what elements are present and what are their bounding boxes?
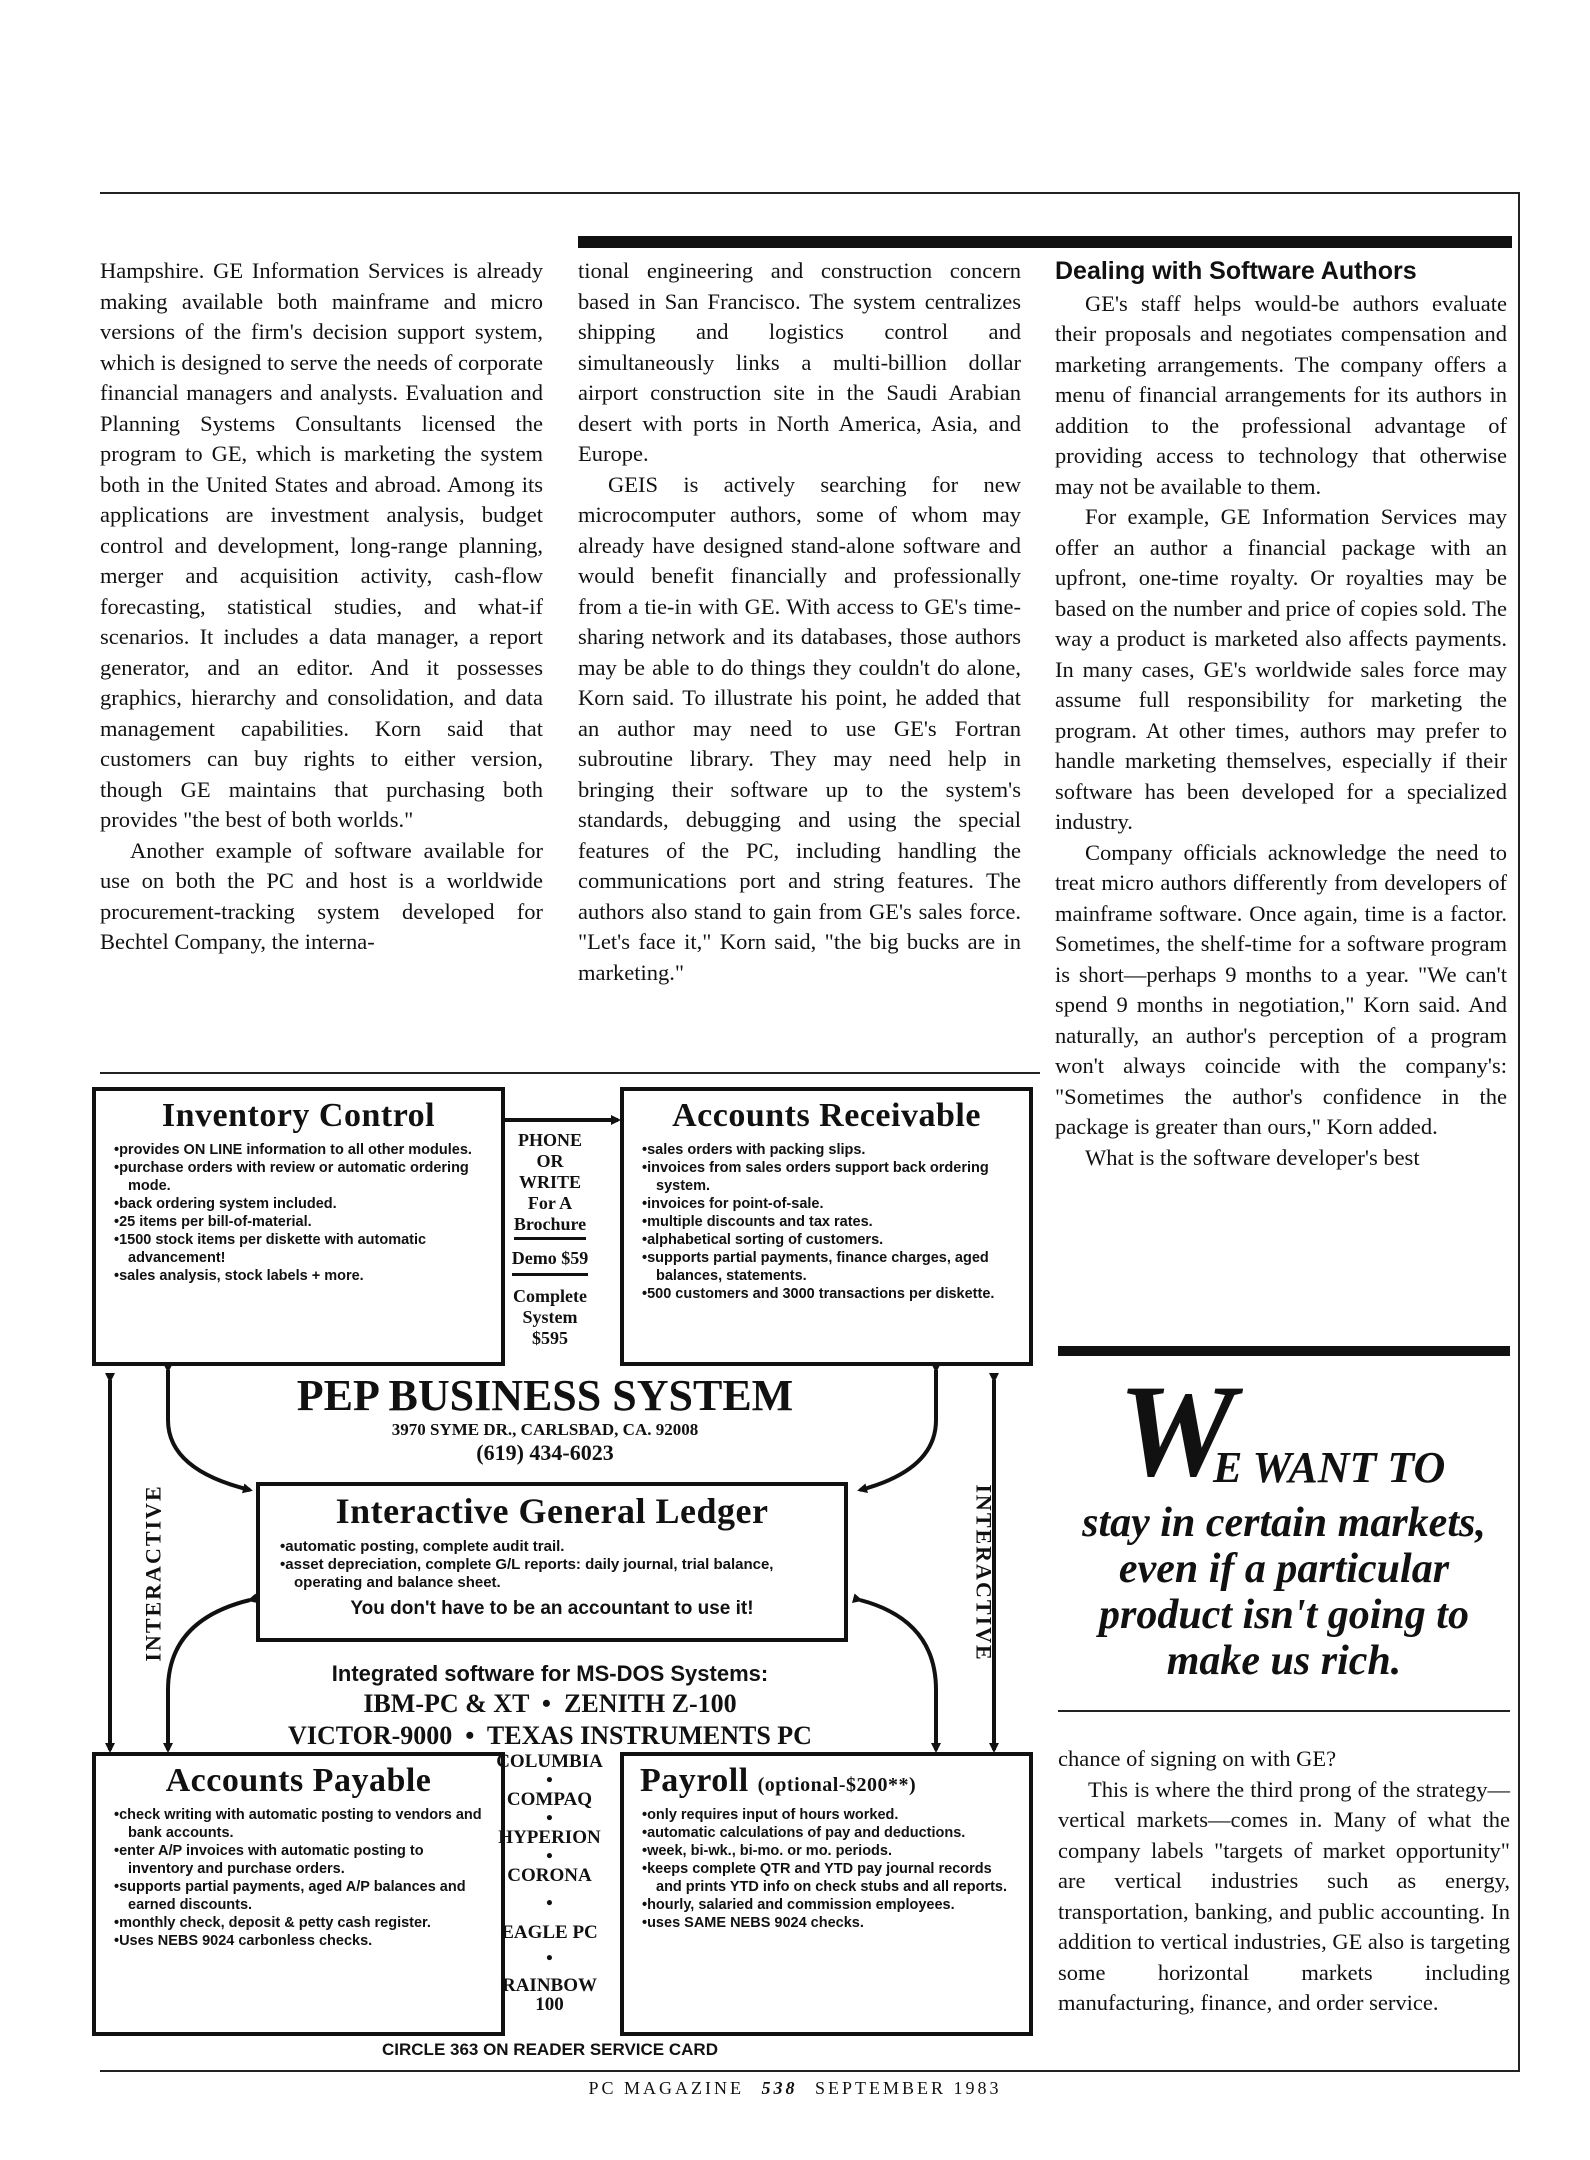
payroll-box (620, 1752, 1033, 2036)
payroll-title: Payroll (640, 1762, 749, 1799)
compat-sep: • (546, 1948, 553, 1969)
list-item: • week, bi-wk., bi-mo. or mo. periods. (656, 1842, 1019, 1860)
phone-block (495, 1130, 605, 1349)
paragraph: What is the software developer's best (1085, 1144, 1420, 1170)
paragraph: tional engineering and construction concern based in San Francisco. The system centralizes shipping and logistics control and simultaneously links a multi-billion dollar airport construction site in the Saudi Arabian desert with ports in North America, Asia, and Europe. (578, 258, 1021, 466)
list-item: • provides ON LINE information to all other modules. (128, 1141, 491, 1159)
paragraph: GE's staff helps would-be authors evaluate their proposals and negotiates compensation and marketing arrangements. The company offers a menu of financial arrangements for its authors in addition to the professional advantage of providing access to technology that otherwise may not be available to them. (1055, 290, 1507, 499)
list-item: • supports partial payments, finance charges, aged balances, statements. (656, 1249, 1019, 1285)
list-item: • keeps complete QTR and YTD pay journal records and prints YTD info on check stubs and all reports. (656, 1860, 1019, 1896)
company-name: PEP BUSINESS SYSTEM (296, 1371, 794, 1420)
pullquote-line: even if a particular (1118, 1546, 1450, 1592)
phone-line: For A (527, 1193, 573, 1213)
compat-item: COMPAQ (506, 1789, 593, 1810)
list-item: • automatic calculations of pay and deductions. (656, 1824, 1019, 1842)
phone-line: WRITE (518, 1172, 581, 1192)
company-phone: (619) 434-6023 (476, 1440, 614, 1465)
article-column-2 (578, 256, 1021, 988)
general-ledger-box (256, 1482, 848, 1642)
demo-price: Demo $59 (512, 1248, 588, 1276)
systems-line: VICTOR-9000 • TEXAS INSTRUMENTS PC (288, 1721, 812, 1750)
section-heading: Dealing with Software Authors (1055, 257, 1417, 285)
pullquote-line: stay in certain markets, (1082, 1500, 1486, 1546)
box-title: Accounts Receivable (672, 1097, 981, 1134)
column-top-bar (578, 236, 1512, 248)
accounts-receivable-box (620, 1087, 1033, 1366)
article-column-3-continued (1058, 1744, 1510, 2019)
pullquote-first-line (1058, 1357, 1510, 1504)
feature-list (106, 1141, 491, 1285)
compat-item: HYPERION (498, 1827, 601, 1848)
compat-item: CORONA (507, 1865, 592, 1886)
page-bottom-rule (100, 2070, 1520, 2072)
article-column-3 (1055, 256, 1507, 1173)
systems-line: IBM-PC & XT • ZENITH Z-100 (363, 1689, 737, 1718)
footer-date: SEPTEMBER 1983 (814, 2078, 1002, 2098)
payroll-title-note: (optional-$200**) (757, 1774, 917, 1796)
phone-line: PHONE (517, 1130, 582, 1150)
paragraph: Company officials acknowledge the need to treat micro authors differently from developers of mainframe software. Once again, time is a factor. Sometimes, the shelf-time for a software program is short—perhaps 9 months to a year. "We can't spend 9 months in negotiation," Korn said. And naturally, an author's perception of a program won't always coincide with the company's: "Sometimes the author's confidence in the package is greater than ours," Korn added. (1055, 839, 1507, 1139)
box-title (634, 1762, 1019, 1800)
phone-line: OR (536, 1151, 564, 1171)
compat-sep: • (546, 1893, 553, 1914)
company-block (140, 1372, 950, 1466)
paragraph: Hampshire. GE Information Services is already making available both mainframe and micro versions of the firm's decision support system, which is designed to serve the needs of corporate financial managers and analysts. Evaluation and Planning Systems Consultants licensed the program to GE, which is marketing the system both in the United States and abroad. Among its applications are investment analysis, budget control and development, long-range planning, merger and acquisition activity, cash-flow forecasting, statistical studies, and what-if scenarios. It includes a data manager, a report generator, and an editor. And it possesses graphics, hierarchy and consolidation, and data management capabilities. Korn said that customers can buy rights to either version, though GE maintains that purchasing both provides "the best of both worlds." (100, 258, 543, 832)
list-item: • supports partial payments, aged A/P balances and earned discounts. (128, 1878, 491, 1914)
pullquote-line: make us rich. (1166, 1638, 1402, 1684)
feature-list (634, 1141, 1019, 1303)
compatible-systems (487, 1752, 612, 2014)
pullquote-bottom-rule (1058, 1710, 1510, 1712)
footer-magazine: PC MAGAZINE (588, 2078, 744, 2098)
compat-item: 100 (535, 1994, 564, 2015)
feature-list (106, 1806, 491, 1950)
list-item: • back ordering system included. (128, 1195, 491, 1213)
list-item: • alphabetical sorting of customers. (656, 1231, 1019, 1249)
box-title: Inventory Control (161, 1097, 436, 1134)
page-footer (0, 2078, 1590, 2099)
list-item: • 1500 stock items per diskette with automatic advancement! (128, 1231, 491, 1267)
page-top-rule (100, 192, 1520, 194)
feature-list (272, 1538, 832, 1592)
phone-line: Brochure (514, 1214, 586, 1240)
complete-line: Complete (513, 1286, 587, 1306)
complete-price: $595 (532, 1328, 568, 1348)
pullquote-text: E WANT TO (1213, 1443, 1446, 1492)
list-item: • only requires input of hours worked. (656, 1806, 1019, 1824)
list-item: • 500 customers and 3000 transactions per diskette. (656, 1285, 1019, 1303)
list-item: • multiple discounts and tax rates. (656, 1213, 1019, 1231)
pullquote-line: product isn't going to (1099, 1592, 1469, 1638)
box-title: Accounts Payable (165, 1762, 432, 1799)
list-item: • sales analysis, stock labels + more. (128, 1267, 491, 1285)
interactive-label-right: INTERACTIVE (971, 1484, 997, 1662)
ad-top-rule (100, 1072, 1040, 1074)
compat-sep: • (546, 1808, 553, 1829)
page-right-rule (1518, 192, 1520, 2072)
list-item: • asset depreciation, complete G/L reports: daily journal, trial balance, operating and balance sheet. (294, 1556, 832, 1592)
list-item: • 25 items per bill-of-material. (128, 1213, 491, 1231)
systems-block (160, 1660, 940, 1752)
company-address: 3970 SYME DR., CARLSBAD, CA. 92008 (391, 1420, 699, 1439)
integrated-line: Integrated software for MS-DOS Systems: (331, 1661, 769, 1686)
list-item: • Uses NEBS 9024 carbonless checks. (128, 1932, 491, 1950)
box-title: Interactive General Ledger (335, 1491, 769, 1531)
accounts-payable-box (92, 1752, 505, 2036)
dropcap: W (1118, 1357, 1236, 1504)
interactive-label-left: INTERACTIVE (140, 1484, 166, 1662)
paragraph: This is where the third prong of the strategy—vertical markets—comes in. Many of what the company labels "targets of market opportunity" are vertical industries such as energy, transportation, banking, and public accounting. In addition to vertical industries, GE also is targeting some horizontal markets including manufacturing, finance, and order service. (1058, 1776, 1510, 2015)
list-item: • monthly check, deposit & petty cash register. (128, 1914, 491, 1932)
reader-service-line: CIRCLE 363 ON READER SERVICE CARD (382, 2040, 718, 2059)
compat-sep: • (546, 1770, 553, 1791)
compat-item: COLUMBIA (496, 1751, 603, 1772)
compat-item: RAINBOW (501, 1975, 597, 1996)
list-item: • enter A/P invoices with automatic posting to inventory and purchase orders. (128, 1842, 491, 1878)
list-item: • automatic posting, complete audit trail. (294, 1538, 832, 1556)
inventory-control-box (92, 1087, 505, 1366)
compat-item: EAGLE PC (501, 1922, 598, 1943)
paragraph: GEIS is actively searching for new microcomputer authors, some of whom may already have designed stand-alone software and would benefit financially and professionally from a tie-in with GE. With access to GE's time-sharing network and its databases, those authors may be able to do things they couldn't do alone, Korn said. To illustrate his point, he added that an author may need to use GE's Fortran subroutine library. They may need help in bringing their software up to the system's standards, debugging and using the special features of the PC, including handling the communications port and string features. The authors also stand to gain from GE's sales force. "Let's face it," Korn said, "the big bucks are in marketing." (578, 471, 1021, 985)
pullquote (1058, 1357, 1510, 1684)
article-column-1 (100, 256, 543, 958)
ledger-tagline: You don't have to be an accountant to use it! (350, 1598, 754, 1619)
list-item: • uses SAME NEBS 9024 checks. (656, 1914, 1019, 1932)
compat-sep: • (546, 1846, 553, 1867)
list-item: • purchase orders with review or automatic ordering mode. (128, 1159, 491, 1195)
paragraph: Another example of software available for use on both the PC and host is a worldwide procurement-tracking system developed for Bechtel Company, the interna- (100, 837, 543, 954)
paragraph: chance of signing on with GE? (1058, 1746, 1337, 1771)
list-item: • invoices from sales orders support back ordering system. (656, 1159, 1019, 1195)
footer-page: 538 (761, 2078, 798, 2098)
feature-list (634, 1806, 1019, 1932)
list-item: • sales orders with packing slips. (656, 1141, 1019, 1159)
pullquote-top-bar (1058, 1346, 1510, 1356)
paragraph: For example, GE Information Services may offer an author a financial package with an upfront, one-time royalty. Or royalties may be based on the number and price of copies sold. The way a product is marketed also affects payments. In many cases, GE's worldwide sales force may assume full responsibility for marketing the program. At other times, authors may prefer to handle marketing themselves, especially if their software has been developed for a specialized industry. (1055, 504, 1507, 834)
list-item: • invoices for point-of-sale. (656, 1195, 1019, 1213)
list-item: • check writing with automatic posting to vendors and bank accounts. (128, 1806, 491, 1842)
complete-line: System (522, 1307, 578, 1327)
list-item: • hourly, salaried and commission employees. (656, 1896, 1019, 1914)
